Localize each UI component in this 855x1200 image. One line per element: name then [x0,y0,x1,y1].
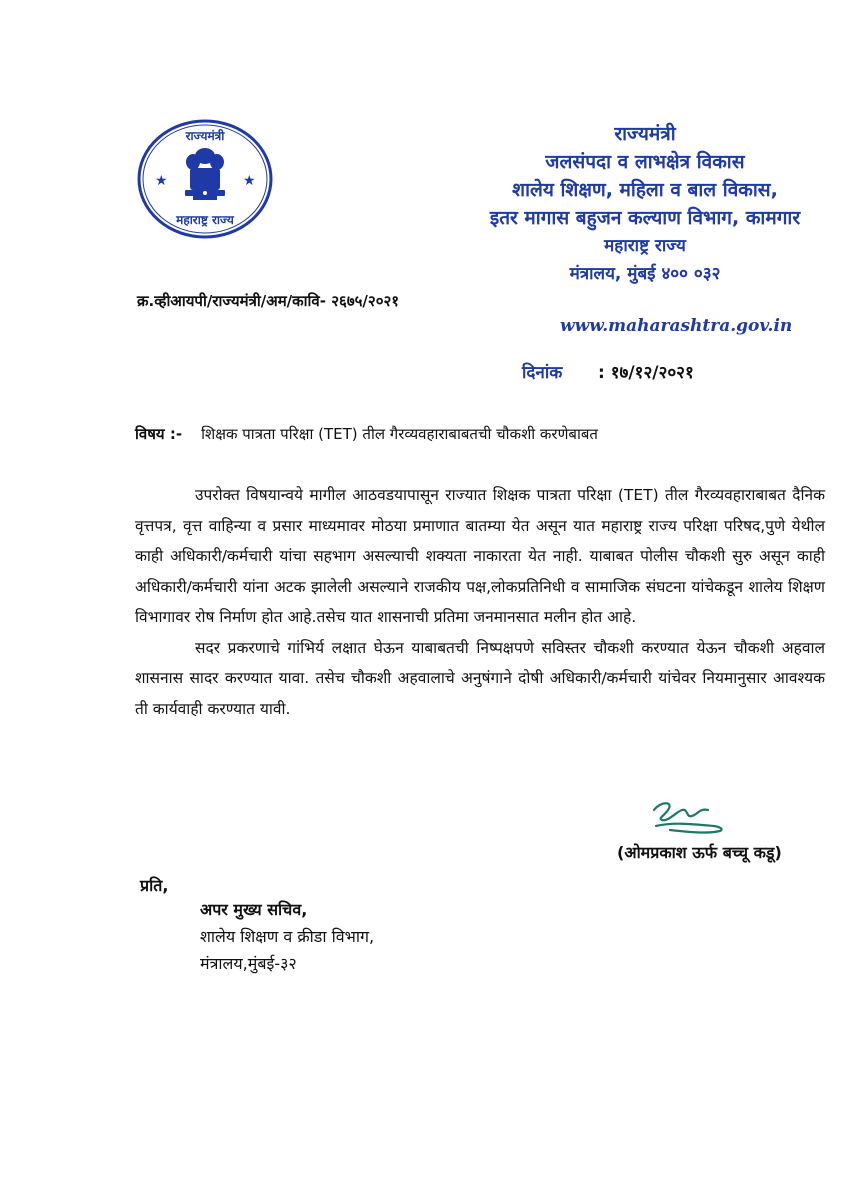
signatory-name: (ओमप्रकाश ऊर्फ बच्चू कडू) [617,843,782,862]
body-paragraph-1: उपरोक्त विषयान्वये मागील आठवडयापासून राज्यात शिक्षक पात्रता परिक्षा (TET) तील गैरव्यवहाराबाबत दैनिक वृत्तपत्र, वृत्त वाहिन्या व प्रसार माध्यमावर मोठया प्रमाणात बातम्या येत असून यात महाराष्ट्र राज्य परिक्षा परिषद,पुणे येथील काही अधिकारी/कर्मचारी यांचा सहभाग असल्याची शक्यता नाकारता येत नाही. याबाबत पोलीस चौकशी सुरु असून काही अधिकारी/कर्मचारी यांना अटक झालेली असल्याने राजकीय पक्ष,लोकप्रतिनिधी व सामाजिक संघटना यांचेकडून शालेय शिक्षण विभागावर रोष निर्माण होत आहे.तसेच यात शासनाची प्रतिमा जनमानसात मलीन होत आहे. [135,486,825,626]
body-paragraph-2: सदर प्रकरणाचे गांभिर्य लक्षात घेऊन याबाबतची निष्पक्षपणे सविस्तर चौकशी करण्यात येऊन चौकशी अहवाल शासनास सादर करण्यात यावा. तसेच चौकशी अहवालाचे अनुषंगाने दोषी अधिकारी/कर्मचारी यांचेवर नियमानुसार आवश्यक ती कार्यवाही करण्यात यावी. [135,638,825,718]
letterhead-line-dept-2: शालेय शिक्षण, महिला व बाल विकास, [512,179,778,201]
reference-number: क्र.व्हीआयपी/राज्यमंत्री/अम/कावि- २६७५/२०२१ [137,292,400,310]
handwritten-signature [648,796,728,836]
official-seal [135,118,275,240]
date-label: दिनांक [522,363,563,383]
recipient-designation: अपर मुख्य सचिव, [200,900,308,919]
subject-text: शिक्षक पात्रता परिक्षा (TET) तील गैरव्यवहाराबाबतची चौकशी करणेबाबत [201,425,598,443]
signature-icon [648,796,728,836]
recipient-address: मंत्रालय,मुंबई-३२ [200,954,297,973]
subject-line [135,424,825,444]
recipient-label: प्रति, [140,876,169,895]
letterhead-line-dept-1: जलसंपदा व लाभक्षेत्र विकास [545,151,745,173]
seal-top-text: राज्यमंत्री [185,129,225,143]
seal-bottom-text: महाराष्ट्र राज्य [176,213,234,227]
letterhead-line-dept-3: इतर मागास बहुजन कल्याण विभाग, कामगार [489,207,801,229]
letterhead [470,120,820,288]
svg-text:★: ★ [243,173,256,189]
subject-label: विषय :- [135,425,183,443]
svg-text:★: ★ [155,173,168,189]
recipient-department: शालेय शिक्षण व क्रीडा विभाग, [200,927,375,946]
state-emblem-seal-icon [135,118,275,240]
date-value: : १७/१२/२०२१ [598,363,694,383]
letterhead-line-address: मंत्रालय, मुंबई ४०० ०३२ [569,264,721,284]
letterhead-line-title: राज्यमंत्री [614,123,676,145]
website-url: www.maharashtra.gov.in [560,316,793,336]
letterhead-line-state: महाराष्ट्र राज्य [604,236,686,256]
letter-body [135,480,825,724]
